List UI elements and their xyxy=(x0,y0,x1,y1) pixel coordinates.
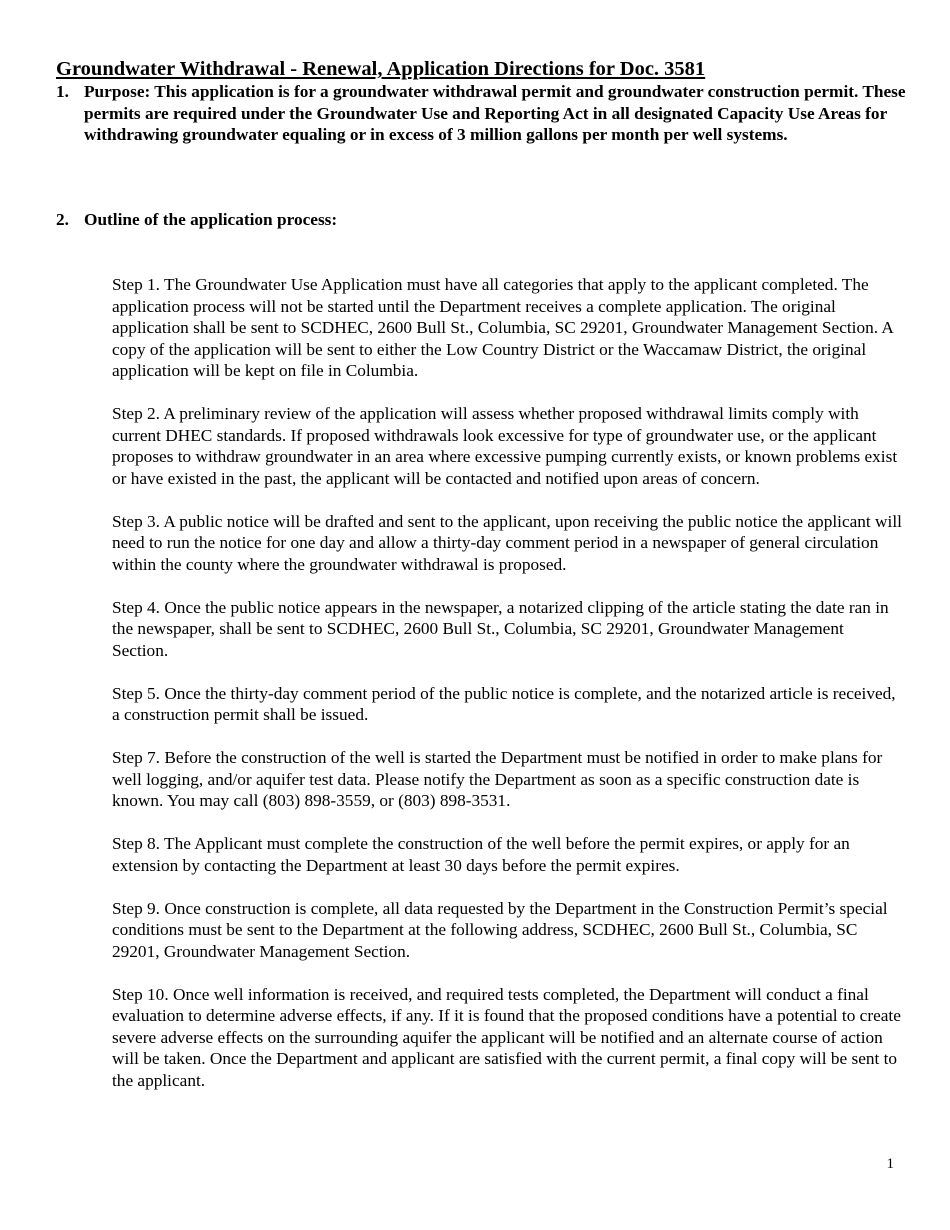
outline-heading: Outline of the application process: xyxy=(84,210,338,229)
step-3: Step 3. A public notice will be drafted and sent to the applicant, upon receiving the public notice the applicant will need to run the notice for one day and allow a thirty-day comment period in a newspaper of general circulation within the county where the groundwater withdrawal is proposed. xyxy=(112,511,902,574)
step-9: Step 9. Once construction is complete, all data requested by the Department in the Construction Permit’s special conditions must be sent to the Department at the following address, SCDHEC, 2600 Bull St., Columbia, SC 29201, Groundwater Management Section. xyxy=(112,898,888,961)
page-number: 1 xyxy=(886,1156,894,1172)
outline-section xyxy=(56,209,906,231)
purpose-section xyxy=(56,81,906,146)
document-title: Groundwater Withdrawal - Renewal, Application Directions for Doc. 3581 xyxy=(56,58,706,80)
step-2: Step 2. A preliminary review of the application will assess whether proposed withdrawal limits comply with current DHEC standards. If proposed withdrawals look excessive for type of groundwater use, or the applicant proposes to withdraw groundwater in an area where excessive pumping currently exists, or known problems exist or have existed in the past, the applicant will be contacted and notified upon areas of concern. xyxy=(112,404,898,488)
step-8: Step 8. The Applicant must complete the construction of the well before the permit expires, or apply for an extension by contacting the Department at least 30 days before the permit expires. xyxy=(112,834,850,875)
section-number: 2. xyxy=(56,210,69,229)
section-number: 1. xyxy=(56,82,69,101)
steps-list xyxy=(112,274,902,1113)
step-1: Step 1. The Groundwater Use Application must have all categories that apply to the applicant completed. The application process will not be started until the Department receives a complete application. The original application shall be sent to SCDHEC, 2600 Bull St., Columbia, SC 29201, Groundwater Management Section. A copy of the application will be sent to either the Low Country District or the Waccamaw District, the original application will be kept on file in Columbia. xyxy=(112,275,893,380)
step-10: Step 10. Once well information is received, and required tests completed, the Department will conduct a final evaluation to determine adverse effects, if any. If it is found that the proposed conditions have a potential to create severe adverse effects on the surrounding aquifer the applicant will be notified and an alternate course of action will be taken. Once the Department and applicant are satisfied with the current permit, a final copy will be sent to the applicant. xyxy=(112,984,901,1090)
step-7: Step 7. Before the construction of the well is started the Department must be notified in order to make plans for well logging, and/or aquifer test data. Please notify the Department as soon as a specific construction date is known. You may call (803) 898-3559, or (803) 898-3531. xyxy=(112,748,883,810)
step-5: Step 5. Once the thirty-day comment period of the public notice is complete, and the notarized article is received, a construction permit shall be issued. xyxy=(112,683,896,724)
purpose-text: Purpose: This application is for a groundwater withdrawal permit and groundwater construction permit. These permits are required under the Groundwater Use and Reporting Act in all designated Capacity Use Areas for withdrawing groundwater equaling or in excess of 3 million gallons per month per well systems. xyxy=(84,82,906,144)
step-4: Step 4. Once the public notice appears in the newspaper, a notarized clipping of the article stating the date ran in the newspaper, shall be sent to SCDHEC, 2600 Bull St., Columbia, SC 29201, Groundwater Management Section. xyxy=(112,597,889,660)
